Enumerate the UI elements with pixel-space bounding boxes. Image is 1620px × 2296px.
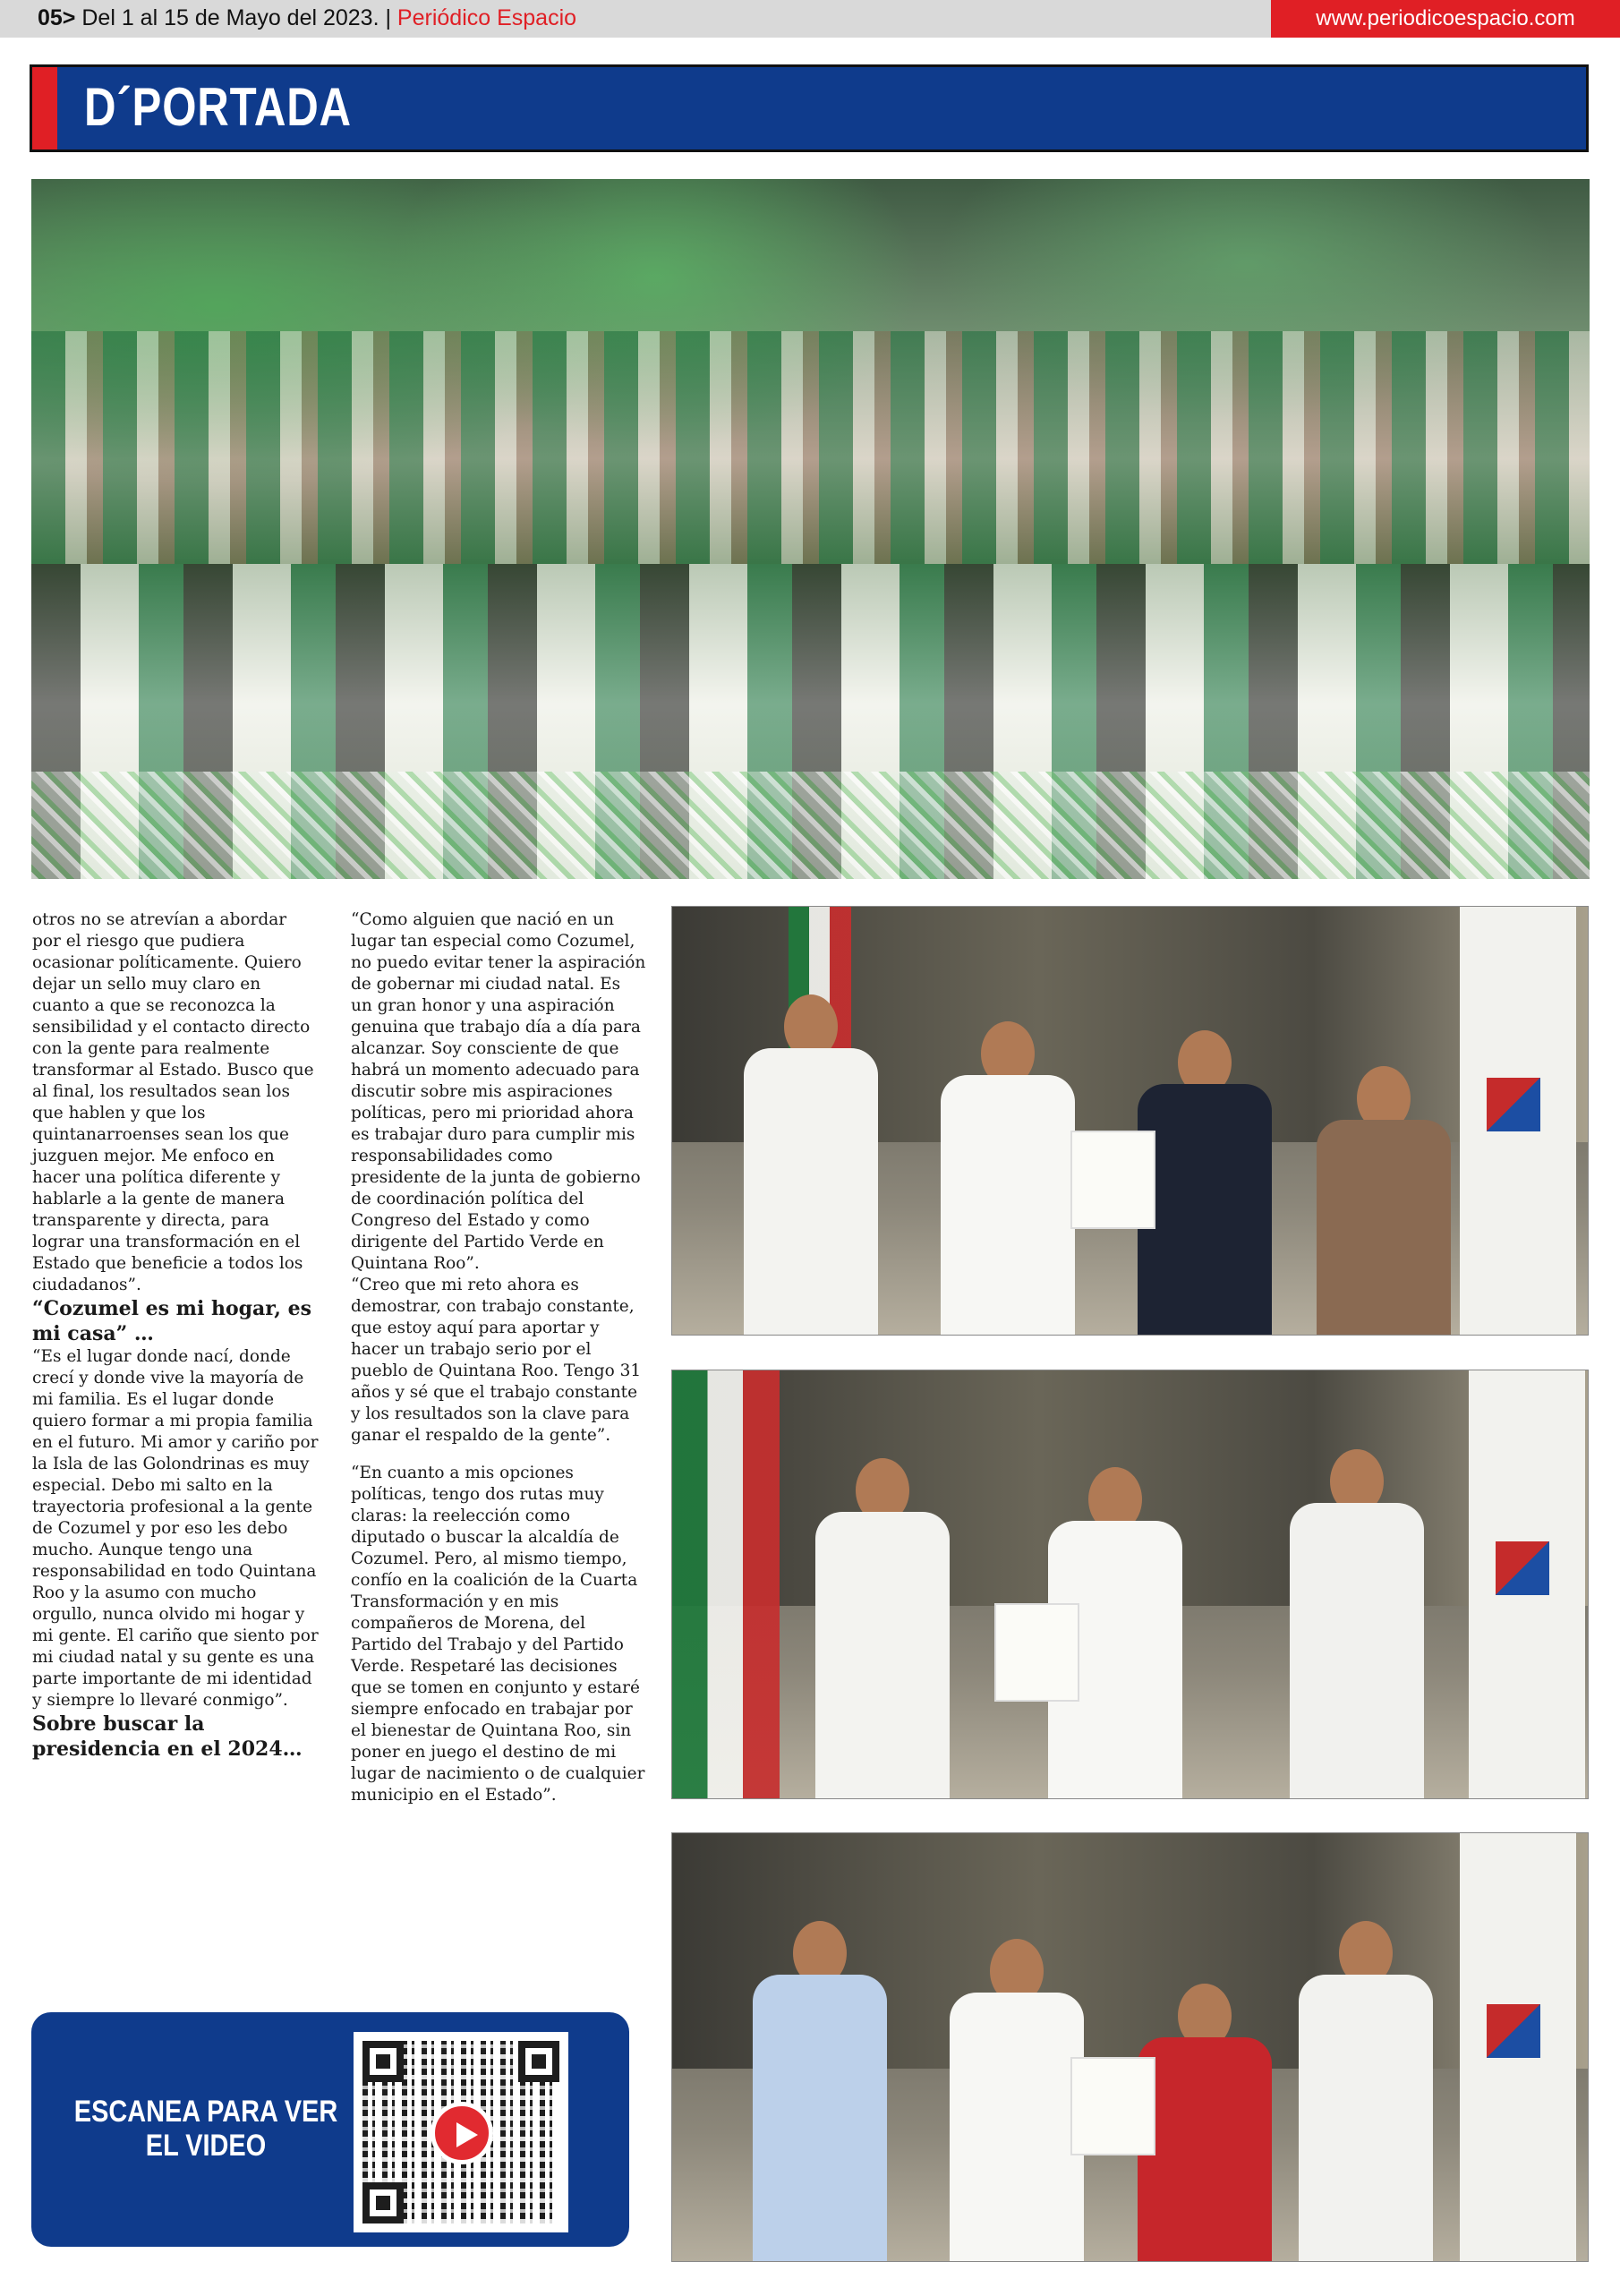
photo-document-handover-3 bbox=[671, 1832, 1589, 2262]
section-header bbox=[30, 64, 1589, 152]
confetti-layer bbox=[31, 772, 1590, 879]
document bbox=[994, 1603, 1079, 1702]
issue-date: Del 1 al 15 de Mayo del 2023. | bbox=[75, 5, 397, 30]
photo-document-handover-2 bbox=[671, 1370, 1589, 1799]
hero-photo-crowd bbox=[31, 179, 1590, 879]
person bbox=[1138, 1012, 1272, 1335]
publication-name: Periódico Espacio bbox=[396, 5, 577, 30]
qr-finder-icon bbox=[362, 2041, 404, 2082]
qr-pattern bbox=[362, 2041, 559, 2223]
qr-video-block[interactable] bbox=[31, 2012, 629, 2247]
youtube-play-icon bbox=[431, 2102, 493, 2164]
document bbox=[1070, 1131, 1155, 1229]
state-flag bbox=[1469, 1370, 1585, 1798]
article-paragraph: “Como alguien que nació en un lugar tan especial como Cozumel, no puedo evitar tener la aspiración de gobernar mi ciudad natal. Es un gran honor y una aspiración genuina que trabajo día a día para alcanzar. Soy consciente de que habrá un momento adecuado para discutir sobre mis aspiraciones políticas, pero mi prioridad ahora es trabajar duro para cumplir mis responsabilidades como presidente de la junta de gobierno de coordinación política del Congreso del Estado y como dirigente del Partido Verde en Quintana Roo”. bbox=[351, 910, 646, 1273]
website-link[interactable]: www.periodicoespacio.com bbox=[1271, 0, 1620, 38]
crowd-layer bbox=[31, 331, 1590, 564]
article-subhead: “Cozumel es mi hogar, es mi casa” … bbox=[32, 1297, 311, 1345]
person bbox=[1299, 1903, 1433, 2261]
qr-code[interactable] bbox=[354, 2032, 568, 2232]
issue-info bbox=[38, 5, 576, 31]
article-column-left bbox=[32, 909, 319, 1762]
qr-finder-icon bbox=[362, 2182, 404, 2223]
person bbox=[1138, 1966, 1272, 2261]
article-paragraph: “En cuanto a mis opciones políticas, tengo dos rutas muy claras: la reelección como diputado o buscar la alcaldía de Cozumel. Pero, al mismo tiempo, confío en la coalición de la Cuarta Transformación y en mis compañeros de Morena, del Partido del Trabajo y del Partido Verde. Respetaré las decisiones que se tomen en conjunto y estaré siempre enfocado en trabajar por el bienestar de Quintana Roo, sin poner en juego el destino de mi lugar de nacimiento o de cualquier municipio en el Estado”. bbox=[351, 1464, 645, 1805]
article-subhead: Sobre buscar la presidencia en el 2024… bbox=[32, 1712, 303, 1761]
article-paragraph: “Es el lugar donde nací, donde crecí y donde vive la mayoría de mi familia. Es el lugar donde quiero formar a mi propia familia en el futuro. Mi amor y cariño por la Isla de las Golondrinas es muy especial. Debo mi salto en la trayectoria profesional a la gente de Cozumel y por eso les debo mucho. Aunque tengo una responsabilidad en todo Quintana Roo y la asumo con mucho orgullo, nunca olvido mi hogar y mi gente. El cariño que siento por mi ciudad natal y su gente es una parte importante de mi identidad y siempre lo llevaré conmigo”. bbox=[32, 1347, 319, 1710]
person bbox=[753, 1903, 887, 2261]
page-number: 05> bbox=[38, 5, 76, 30]
mexico-flag bbox=[672, 1370, 780, 1798]
state-flag bbox=[1460, 1833, 1576, 2261]
state-flag bbox=[1460, 907, 1576, 1335]
article-paragraph: “Creo que mi reto ahora es demostrar, con trabajo constante, que estoy aquí para aportar y hacer un trabajo serio por el pueblo de Quintana Roo. Tengo 31 años y sé que el trabajo constante y los resultados son la clave para ganar el respaldo de la gente”. bbox=[351, 1276, 642, 1445]
article-column-middle bbox=[351, 909, 646, 1806]
qr-finder-icon bbox=[518, 2041, 559, 2082]
article-paragraph: otros no se atrevían a abordar por el riesgo que pudiera ocasionar políticamente. Quiero dejar un sello muy claro en cuanto a que se reconozca la sensibilidad y el contacto directo con la gente para realmente transformar al Estado. Busco que al final, los resultados sean los que hablen y que los quintanarroenses sean los que juzguen mejor. Me enfoco en hacer una política diferente y hablarle a la gente de manera transparente y directa, para lograr una transformación en el Estado que beneficie a todos los ciudadanos”. bbox=[32, 910, 314, 1294]
document bbox=[1070, 2057, 1155, 2155]
person bbox=[1290, 1431, 1424, 1798]
section-title: D´PORTADA bbox=[84, 77, 352, 137]
person bbox=[950, 1921, 1084, 2261]
person bbox=[1317, 1048, 1451, 1335]
person bbox=[941, 1003, 1075, 1335]
person bbox=[744, 977, 878, 1335]
qr-label: ESCANEA PARA VER EL VIDEO bbox=[73, 2095, 338, 2163]
person bbox=[815, 1440, 950, 1798]
photo-document-handover-1 bbox=[671, 906, 1589, 1336]
top-bar bbox=[0, 0, 1620, 38]
section-accent-bar bbox=[32, 67, 57, 149]
